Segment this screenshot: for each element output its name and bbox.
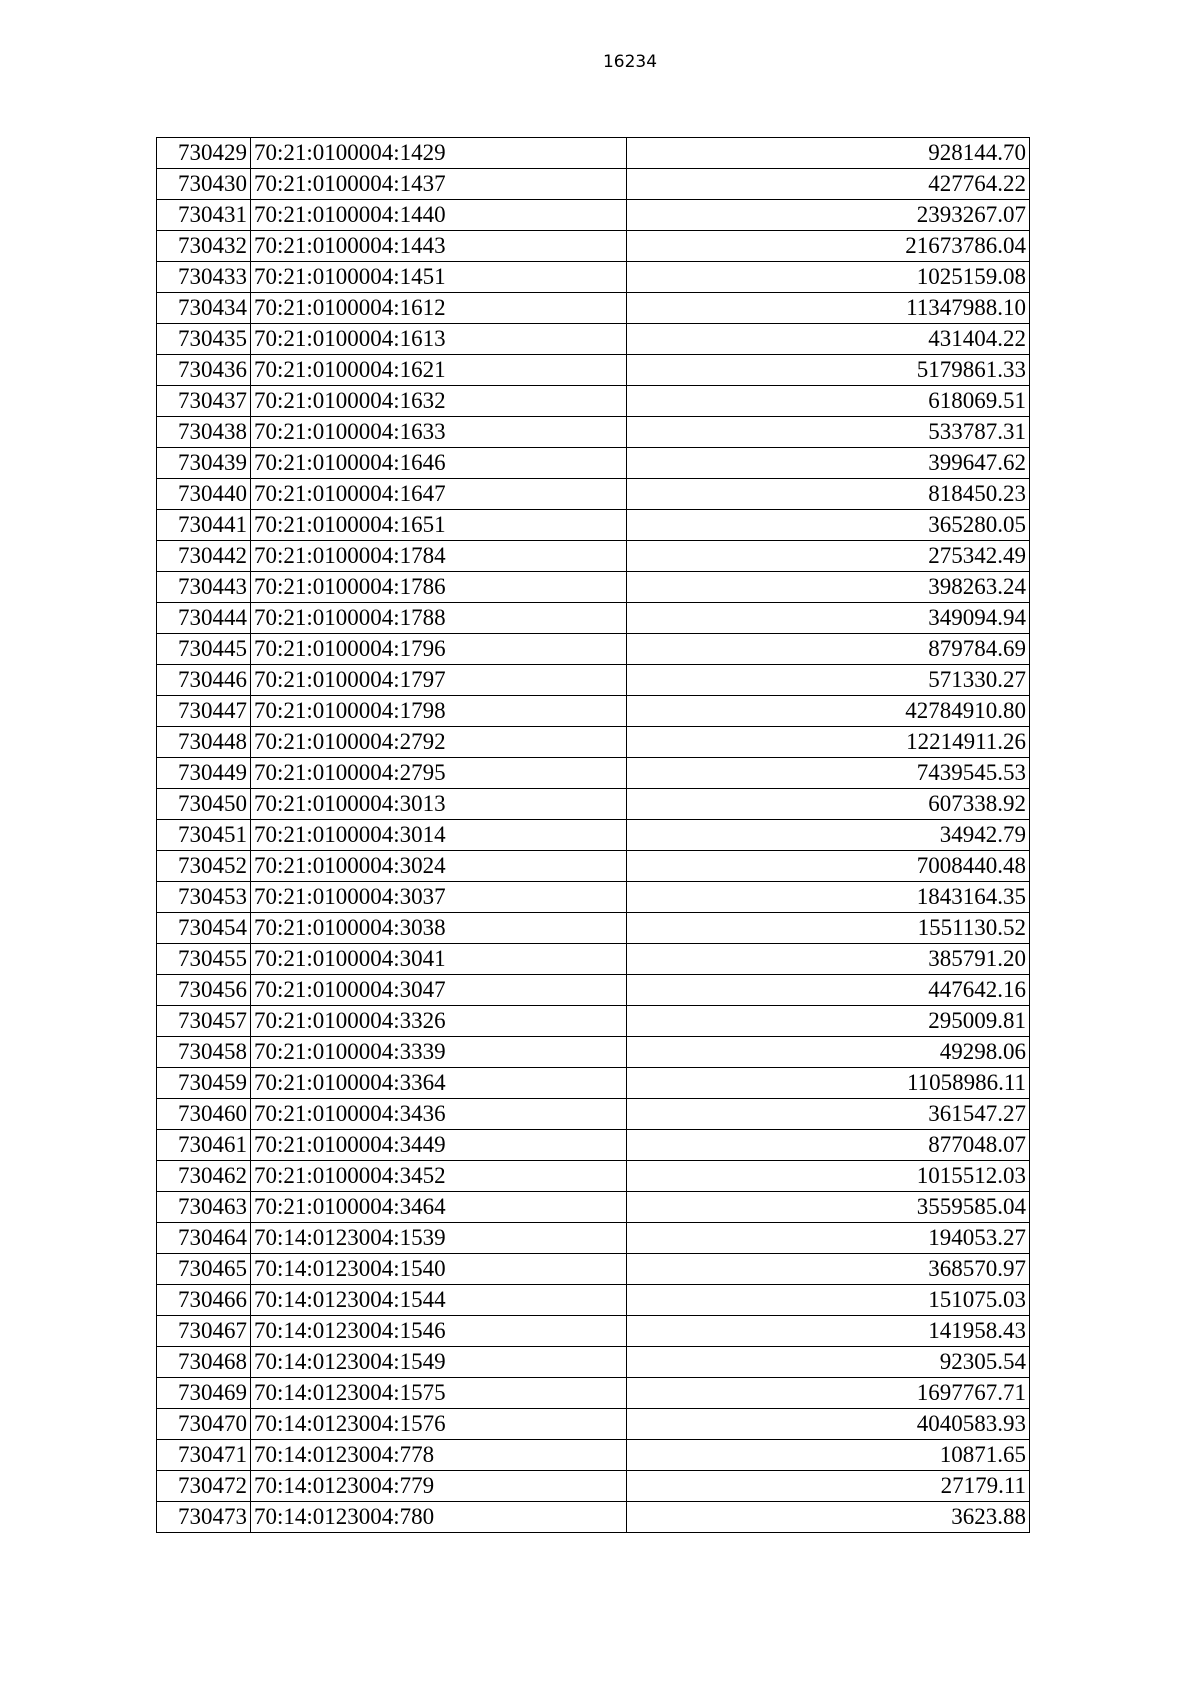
cadastral-number-cell: 70:14:0123004:1546 [251, 1316, 627, 1347]
cadastral-number-cell: 70:21:0100004:1429 [251, 138, 627, 169]
table-row [157, 1006, 1030, 1037]
table-row [157, 634, 1030, 665]
cadastral-number-cell: 70:21:0100004:1633 [251, 417, 627, 448]
row-number-cell: 730448 [157, 727, 251, 758]
cadastral-value-cell: 10871.65 [627, 1440, 1030, 1471]
cadastral-number-cell: 70:21:0100004:1786 [251, 572, 627, 603]
table-row [157, 1099, 1030, 1130]
cadastral-value-cell: 1551130.52 [627, 913, 1030, 944]
row-number-cell: 730460 [157, 1099, 251, 1130]
cadastral-value-cell: 533787.31 [627, 417, 1030, 448]
cadastral-number-cell: 70:21:0100004:3047 [251, 975, 627, 1006]
table-row [157, 541, 1030, 572]
row-number-cell: 730445 [157, 634, 251, 665]
cadastral-value-cell: 7008440.48 [627, 851, 1030, 882]
cadastral-value-cell: 21673786.04 [627, 231, 1030, 262]
cadastral-value-cell: 42784910.80 [627, 696, 1030, 727]
cadastral-number-cell: 70:21:0100004:1437 [251, 169, 627, 200]
table-row [157, 1161, 1030, 1192]
cadastral-value-cell: 879784.69 [627, 634, 1030, 665]
cadastral-number-cell: 70:21:0100004:3038 [251, 913, 627, 944]
cadastral-number-cell: 70:14:0123004:1549 [251, 1347, 627, 1378]
table-row [157, 1378, 1030, 1409]
table-row [157, 1502, 1030, 1533]
table-row [157, 479, 1030, 510]
cadastral-value-cell: 34942.79 [627, 820, 1030, 851]
cadastral-number-cell: 70:21:0100004:1632 [251, 386, 627, 417]
cadastral-value-cell: 571330.27 [627, 665, 1030, 696]
table-row [157, 1409, 1030, 1440]
row-number-cell: 730461 [157, 1130, 251, 1161]
cadastral-number-cell: 70:21:0100004:3041 [251, 944, 627, 975]
row-number-cell: 730444 [157, 603, 251, 634]
cadastral-value-cell: 11058986.11 [627, 1068, 1030, 1099]
row-number-cell: 730429 [157, 138, 251, 169]
cadastral-value-cell: 141958.43 [627, 1316, 1030, 1347]
table-row [157, 138, 1030, 169]
table-row [157, 1130, 1030, 1161]
cadastral-value-cell: 4040583.93 [627, 1409, 1030, 1440]
cadastral-value-cell: 1843164.35 [627, 882, 1030, 913]
cadastral-number-cell: 70:21:0100004:1796 [251, 634, 627, 665]
cadastral-number-cell: 70:21:0100004:1443 [251, 231, 627, 262]
cadastral-number-cell: 70:21:0100004:3339 [251, 1037, 627, 1068]
row-number-cell: 730440 [157, 479, 251, 510]
cadastral-value-cell: 151075.03 [627, 1285, 1030, 1316]
row-number-cell: 730441 [157, 510, 251, 541]
cadastral-number-cell: 70:21:0100004:1784 [251, 541, 627, 572]
cadastral-value-cell: 1697767.71 [627, 1378, 1030, 1409]
row-number-cell: 730468 [157, 1347, 251, 1378]
row-number-cell: 730463 [157, 1192, 251, 1223]
row-number-cell: 730467 [157, 1316, 251, 1347]
cadastral-number-cell: 70:21:0100004:2795 [251, 758, 627, 789]
table-body [157, 138, 1030, 1533]
cadastral-value-cell: 427764.22 [627, 169, 1030, 200]
row-number-cell: 730431 [157, 200, 251, 231]
row-number-cell: 730450 [157, 789, 251, 820]
row-number-cell: 730443 [157, 572, 251, 603]
cadastral-value-cell: 27179.11 [627, 1471, 1030, 1502]
cadastral-value-table [156, 137, 1030, 1533]
row-number-cell: 730439 [157, 448, 251, 479]
table-row [157, 1347, 1030, 1378]
cadastral-value-cell: 5179861.33 [627, 355, 1030, 386]
row-number-cell: 730470 [157, 1409, 251, 1440]
cadastral-value-cell: 92305.54 [627, 1347, 1030, 1378]
table-row [157, 386, 1030, 417]
cadastral-number-cell: 70:21:0100004:1613 [251, 324, 627, 355]
table-row [157, 1254, 1030, 1285]
cadastral-value-cell: 2393267.07 [627, 200, 1030, 231]
cadastral-number-cell: 70:21:0100004:2792 [251, 727, 627, 758]
cadastral-number-cell: 70:21:0100004:3013 [251, 789, 627, 820]
cadastral-value-cell: 928144.70 [627, 138, 1030, 169]
cadastral-number-cell: 70:21:0100004:1647 [251, 479, 627, 510]
cadastral-number-cell: 70:14:0123004:1575 [251, 1378, 627, 1409]
cadastral-value-cell: 12214911.26 [627, 727, 1030, 758]
table-row [157, 696, 1030, 727]
table-row [157, 727, 1030, 758]
table-row [157, 262, 1030, 293]
row-number-cell: 730462 [157, 1161, 251, 1192]
cadastral-value-cell: 368570.97 [627, 1254, 1030, 1285]
cadastral-number-cell: 70:21:0100004:1440 [251, 200, 627, 231]
cadastral-number-cell: 70:21:0100004:3037 [251, 882, 627, 913]
cadastral-number-cell: 70:21:0100004:3452 [251, 1161, 627, 1192]
table-row [157, 1285, 1030, 1316]
cadastral-value-cell: 295009.81 [627, 1006, 1030, 1037]
table-row [157, 448, 1030, 479]
cadastral-number-cell: 70:21:0100004:1788 [251, 603, 627, 634]
cadastral-value-cell: 618069.51 [627, 386, 1030, 417]
cadastral-number-cell: 70:21:0100004:3024 [251, 851, 627, 882]
cadastral-value-cell: 49298.06 [627, 1037, 1030, 1068]
cadastral-number-cell: 70:21:0100004:3449 [251, 1130, 627, 1161]
table-row [157, 1223, 1030, 1254]
cadastral-value-cell: 385791.20 [627, 944, 1030, 975]
table-row [157, 417, 1030, 448]
table-row [157, 882, 1030, 913]
table-row [157, 603, 1030, 634]
table-row [157, 324, 1030, 355]
table-row [157, 355, 1030, 386]
row-number-cell: 730457 [157, 1006, 251, 1037]
row-number-cell: 730455 [157, 944, 251, 975]
cadastral-value-cell: 1015512.03 [627, 1161, 1030, 1192]
cadastral-value-cell: 7439545.53 [627, 758, 1030, 789]
table-row [157, 1037, 1030, 1068]
cadastral-value-cell: 349094.94 [627, 603, 1030, 634]
table-row [157, 231, 1030, 262]
cadastral-number-cell: 70:21:0100004:1646 [251, 448, 627, 479]
cadastral-value-cell: 11347988.10 [627, 293, 1030, 324]
row-number-cell: 730432 [157, 231, 251, 262]
row-number-cell: 730454 [157, 913, 251, 944]
cadastral-value-cell: 818450.23 [627, 479, 1030, 510]
row-number-cell: 730459 [157, 1068, 251, 1099]
cadastral-value-cell: 365280.05 [627, 510, 1030, 541]
table-row [157, 293, 1030, 324]
cadastral-number-cell: 70:21:0100004:3326 [251, 1006, 627, 1037]
row-number-cell: 730464 [157, 1223, 251, 1254]
cadastral-value-cell: 361547.27 [627, 1099, 1030, 1130]
row-number-cell: 730466 [157, 1285, 251, 1316]
row-number-cell: 730437 [157, 386, 251, 417]
cadastral-number-cell: 70:21:0100004:1612 [251, 293, 627, 324]
row-number-cell: 730465 [157, 1254, 251, 1285]
row-number-cell: 730438 [157, 417, 251, 448]
row-number-cell: 730451 [157, 820, 251, 851]
row-number-cell: 730430 [157, 169, 251, 200]
cadastral-value-cell: 275342.49 [627, 541, 1030, 572]
cadastral-value-cell: 1025159.08 [627, 262, 1030, 293]
row-number-cell: 730449 [157, 758, 251, 789]
row-number-cell: 730435 [157, 324, 251, 355]
page-number: 16234 [602, 52, 658, 72]
row-number-cell: 730458 [157, 1037, 251, 1068]
table-row [157, 851, 1030, 882]
table-row [157, 1316, 1030, 1347]
row-number-cell: 730434 [157, 293, 251, 324]
cadastral-number-cell: 70:14:0123004:780 [251, 1502, 627, 1533]
cadastral-number-cell: 70:14:0123004:1576 [251, 1409, 627, 1440]
cadastral-value-cell: 398263.24 [627, 572, 1030, 603]
cadastral-number-cell: 70:14:0123004:778 [251, 1440, 627, 1471]
table-row [157, 913, 1030, 944]
row-number-cell: 730447 [157, 696, 251, 727]
cadastral-number-cell: 70:21:0100004:1451 [251, 262, 627, 293]
table-row [157, 1471, 1030, 1502]
row-number-cell: 730442 [157, 541, 251, 572]
cadastral-number-cell: 70:21:0100004:3464 [251, 1192, 627, 1223]
table-row [157, 169, 1030, 200]
table-row [157, 1068, 1030, 1099]
table-row [157, 665, 1030, 696]
row-number-cell: 730471 [157, 1440, 251, 1471]
cadastral-number-cell: 70:14:0123004:1544 [251, 1285, 627, 1316]
table-row [157, 1192, 1030, 1223]
cadastral-value-cell: 399647.62 [627, 448, 1030, 479]
cadastral-number-cell: 70:21:0100004:3436 [251, 1099, 627, 1130]
cadastral-value-cell: 607338.92 [627, 789, 1030, 820]
table-row [157, 572, 1030, 603]
cadastral-number-cell: 70:21:0100004:3014 [251, 820, 627, 851]
cadastral-number-cell: 70:14:0123004:1539 [251, 1223, 627, 1254]
table-row [157, 820, 1030, 851]
cadastral-value-cell: 3623.88 [627, 1502, 1030, 1533]
row-number-cell: 730469 [157, 1378, 251, 1409]
table-row [157, 1440, 1030, 1471]
cadastral-number-cell: 70:21:0100004:1651 [251, 510, 627, 541]
cadastral-value-cell: 3559585.04 [627, 1192, 1030, 1223]
row-number-cell: 730446 [157, 665, 251, 696]
cadastral-number-cell: 70:14:0123004:779 [251, 1471, 627, 1502]
cadastral-value-cell: 194053.27 [627, 1223, 1030, 1254]
cadastral-value-cell: 877048.07 [627, 1130, 1030, 1161]
table-row [157, 789, 1030, 820]
row-number-cell: 730473 [157, 1502, 251, 1533]
cadastral-number-cell: 70:14:0123004:1540 [251, 1254, 627, 1285]
table-row [157, 975, 1030, 1006]
cadastral-value-cell: 447642.16 [627, 975, 1030, 1006]
table-row [157, 200, 1030, 231]
cadastral-value-cell: 431404.22 [627, 324, 1030, 355]
row-number-cell: 730436 [157, 355, 251, 386]
cadastral-number-cell: 70:21:0100004:3364 [251, 1068, 627, 1099]
table-row [157, 510, 1030, 541]
cadastral-number-cell: 70:21:0100004:1621 [251, 355, 627, 386]
cadastral-number-cell: 70:21:0100004:1797 [251, 665, 627, 696]
row-number-cell: 730452 [157, 851, 251, 882]
table-row [157, 758, 1030, 789]
cadastral-number-cell: 70:21:0100004:1798 [251, 696, 627, 727]
row-number-cell: 730433 [157, 262, 251, 293]
row-number-cell: 730456 [157, 975, 251, 1006]
row-number-cell: 730472 [157, 1471, 251, 1502]
row-number-cell: 730453 [157, 882, 251, 913]
table-row [157, 944, 1030, 975]
